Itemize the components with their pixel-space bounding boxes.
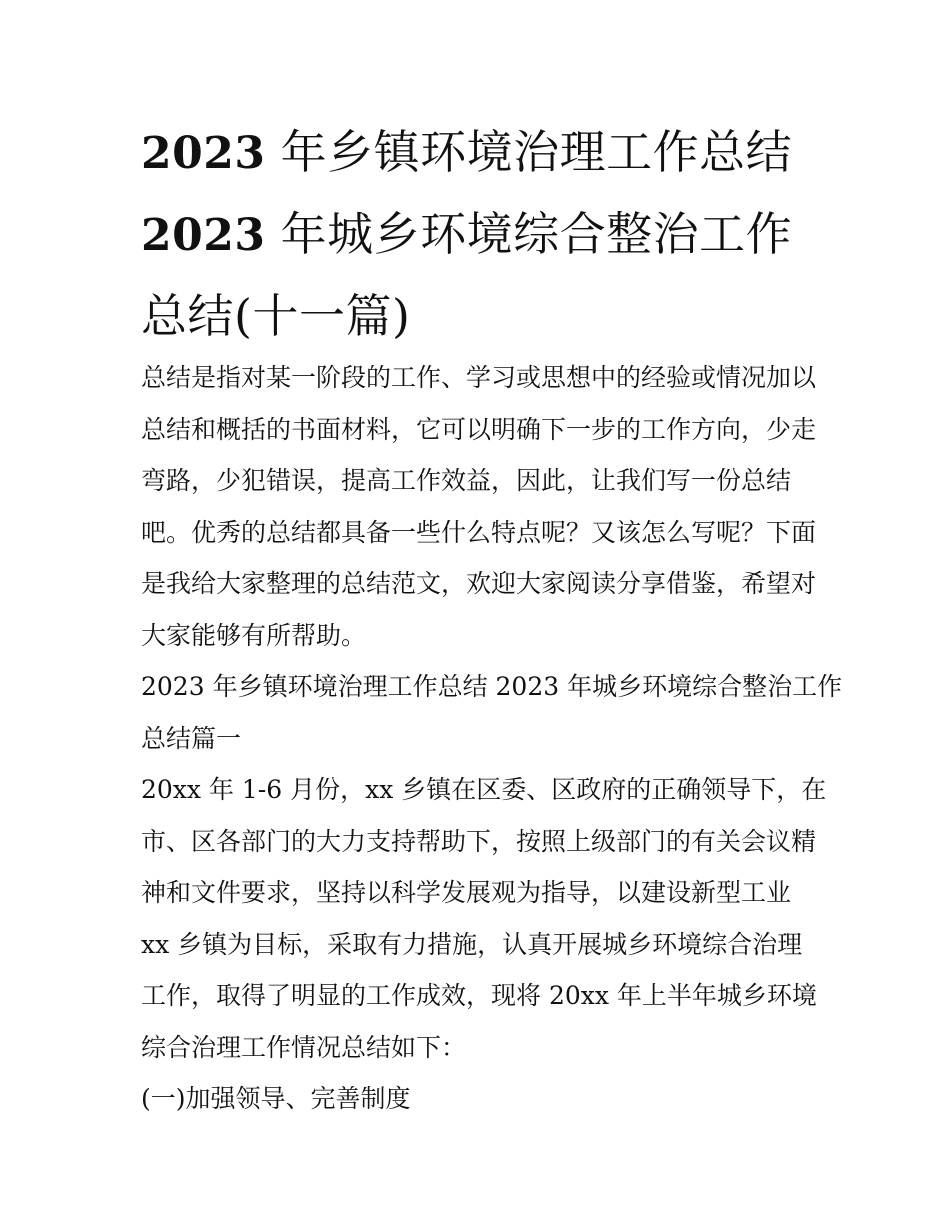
document-body bbox=[141, 352, 843, 1125]
body-line: 总结和概括的书面材料，它可以明确下一步的工作方向，少走 bbox=[141, 414, 817, 444]
body-line: 是我给大家整理的总结范文，欢迎大家阅读分享借鉴，希望对 bbox=[141, 569, 817, 598]
body-line: 吧。优秀的总结都具备一些什么特点呢？又该怎么写呢？下面 bbox=[141, 517, 817, 547]
body-line: 弯路，少犯错误，提高工作效益，因此，让我们写一份总结 bbox=[141, 466, 792, 495]
body-line: 工作，取得了明显的工作成效，现将 20xx 年上半年城乡环境 bbox=[141, 981, 817, 1010]
subheading-line: (一)加强领导、完善制度 bbox=[141, 1084, 411, 1113]
body-line: 神和文件要求，坚持以科学发展观为指导，以建设新型工业 bbox=[141, 878, 792, 907]
title-year-2: 2023 bbox=[141, 210, 266, 261]
title-line-1 bbox=[141, 112, 821, 194]
body-line: 大家能够有所帮助。 bbox=[141, 620, 367, 650]
document-title bbox=[141, 112, 821, 356]
title-year-1: 2023 bbox=[141, 128, 266, 179]
section-heading-line: 总结篇一 bbox=[141, 723, 242, 753]
body-line: xx 乡镇为目标，采取有力措施，认真开展城乡环境综合治理 bbox=[141, 929, 803, 959]
body-line: 市、区各部门的大力支持帮助下，按照上级部门的有关会议精 bbox=[141, 826, 817, 856]
title-line-2 bbox=[141, 194, 821, 276]
title-line-3: 总结(十一篇) bbox=[141, 289, 411, 343]
body-line: 总结是指对某一阶段的工作、学习或思想中的经验或情况加以 bbox=[141, 363, 817, 392]
body-line: 综合治理工作情况总结如下： bbox=[141, 1032, 467, 1062]
title-text-2: 年城乡环境综合整治工作 bbox=[280, 207, 793, 261]
section-heading-line: 2023 年乡镇环境治理工作总结 2023 年城乡环境综合整治工作 bbox=[141, 672, 843, 701]
body-line: 20xx 年 1-6 月份，xx 乡镇在区委、区政府的正确领导下，在 bbox=[141, 775, 827, 804]
title-text-1: 年乡镇环境治理工作总结 bbox=[280, 125, 793, 179]
